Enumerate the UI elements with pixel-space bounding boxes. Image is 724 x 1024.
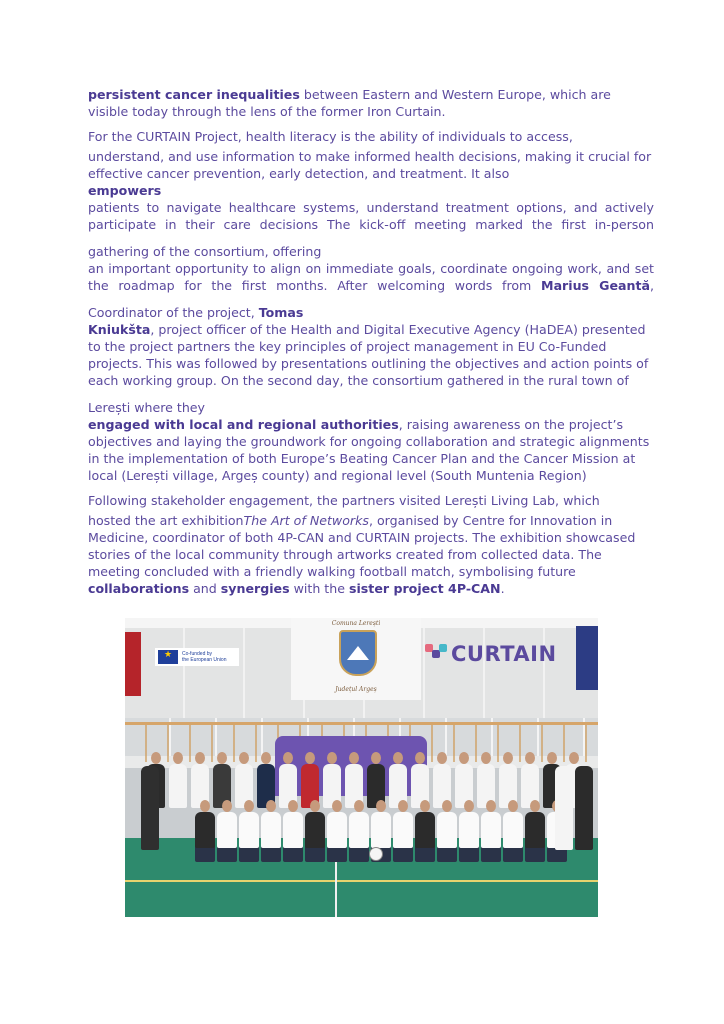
bold-text: engaged with local and regional authorities (88, 417, 399, 432)
person (283, 812, 303, 848)
person-head (200, 800, 210, 812)
text: . (500, 581, 505, 596)
curtain-mark-icon (425, 644, 447, 664)
text-line: Lerești where they (88, 400, 205, 415)
person-head (547, 752, 557, 764)
document-body (88, 86, 654, 597)
person-head (305, 752, 315, 764)
eu-flag-icon (158, 650, 178, 664)
bold-text: collaborations (88, 581, 190, 596)
person-head (508, 800, 518, 812)
bold-text: Kniukšta (88, 322, 151, 337)
person-head (415, 752, 425, 764)
person (393, 812, 413, 848)
text: between Eastern and Western Europe, which are visible today through the lens of the former Iron Curtain. (88, 87, 611, 119)
person-head (525, 752, 535, 764)
commune-banner-subtitle: Județul Argeș (335, 686, 377, 693)
eu-logo-text (182, 651, 226, 663)
person (261, 812, 281, 848)
coat-of-arms-icon (339, 630, 377, 676)
text-line (88, 304, 654, 321)
bold-text: empowers (88, 183, 162, 198)
person (371, 812, 391, 848)
floor-line (125, 880, 598, 882)
bold-text: Marius Geantă (541, 278, 650, 293)
blue-banner (576, 626, 598, 690)
text: with the (289, 581, 349, 596)
person-head (393, 752, 403, 764)
person-head (530, 800, 540, 812)
person (459, 812, 479, 848)
paragraph-kickoff-line: patients to navigate healthcare systems, understand treatment options, and actively participate in their care decisions The kick-off meeting marked the first in-person (88, 200, 654, 232)
person-head (283, 752, 293, 764)
person-head (459, 752, 469, 764)
person-head (288, 800, 298, 812)
text: an important opportunity to align on immediate goals, coordinate ongoing work, and set the roadmap for the first months. After welcoming words from (88, 261, 654, 293)
person-head (442, 800, 452, 812)
person-head (332, 800, 342, 812)
paragraph-intro (88, 86, 654, 120)
person-head (398, 800, 408, 812)
italic-text: The Art of Networks (243, 513, 369, 528)
paragraph-roadmap (88, 260, 654, 294)
person-head (354, 800, 364, 812)
person (327, 812, 347, 848)
person (503, 812, 523, 848)
person (415, 812, 435, 848)
person (169, 764, 187, 808)
person-head (437, 752, 447, 764)
person-head (486, 800, 496, 812)
paragraph-hadea (88, 321, 654, 389)
person (481, 812, 501, 848)
curtain-logo-text: CURTAIN (451, 642, 557, 666)
photo-rail (125, 722, 598, 725)
text: hosted the art exhibition (88, 513, 244, 528)
person (525, 812, 545, 848)
person-head (173, 752, 183, 764)
bold-text: sister project 4P-CAN (348, 581, 501, 596)
bold-text: synergies (220, 581, 290, 596)
person-head (327, 752, 337, 764)
paragraph-living-lab (88, 492, 654, 597)
person-head (244, 800, 254, 812)
person-head (266, 800, 276, 812)
red-banner (125, 632, 141, 696)
person-head (371, 752, 381, 764)
person-head (503, 752, 513, 764)
text-line: gathering of the consortium, offering (88, 244, 322, 259)
person-head (239, 752, 249, 764)
eu-text-line-2: the European Union (182, 657, 227, 663)
text: Coordinator of the project, (88, 305, 259, 320)
person (555, 766, 573, 850)
person-head (481, 752, 491, 764)
eu-cofunded-logo (155, 648, 239, 666)
person-head (464, 800, 474, 812)
text: , organised by Centre for Innovation in Medicine, coordinator of both 4P-CAN and CURTAIN projects. The exhibition showcased stories of the local community through artworks created from collected data. The meeting concluded with a friendly walking football match, symbolising future (88, 513, 636, 579)
person-head (222, 800, 232, 812)
person (437, 812, 457, 848)
person (141, 766, 159, 850)
person-head (217, 752, 227, 764)
person (239, 812, 259, 848)
person-head (420, 800, 430, 812)
group-photo (125, 618, 598, 917)
person-head (349, 752, 359, 764)
paragraph-health-literacy (88, 128, 654, 199)
commune-banner-title: Comuna Lerești (331, 620, 381, 627)
person (195, 812, 215, 848)
person (305, 812, 325, 848)
bold-text: Tomas (258, 305, 304, 320)
person-head (151, 752, 161, 764)
text: Following stakeholder engagement, the partners visited Lerești Living Lab, which (88, 493, 600, 508)
person-head (569, 752, 579, 764)
bold-text: persistent cancer inequalities (88, 87, 300, 102)
group-of-people (135, 750, 591, 862)
football-icon (369, 847, 383, 861)
text: , (650, 278, 655, 293)
curtain-logo (425, 642, 557, 666)
text: For the CURTAIN Project, health literacy is the ability of individuals to access, (88, 129, 573, 144)
person-head (261, 752, 271, 764)
text: understand, and use information to make informed health decisions, making it crucial for effective cancer prevention, early detection, and treatment. It also (88, 149, 652, 181)
paragraph-authorities (88, 416, 654, 484)
eu-text-line-1: Co-funded by (182, 651, 213, 657)
text: , project officer of the Health and Digital Executive Agency (HaDEA) presented to the project partners the key principles of project management in EU Co-Funded projects. This was followed by presentations outlining the objectives and action points of each working group. On the second day, the consortium gathered in the rural town of (88, 322, 649, 388)
person-head (310, 800, 320, 812)
person (575, 766, 593, 850)
person (349, 812, 369, 848)
text: , raising awareness on the project’s objectives and laying the groundwork for ongoing collaboration and strategic alignments in the implementation of both Europe’s Beating Cancer Plan and the Cancer Mission at local (Lerești village, Argeș county) and regional level (South Muntenia Region) (88, 417, 650, 483)
commune-banner (291, 618, 421, 700)
text: and (189, 581, 221, 596)
person-head (195, 752, 205, 764)
person-head (376, 800, 386, 812)
person (217, 812, 237, 848)
